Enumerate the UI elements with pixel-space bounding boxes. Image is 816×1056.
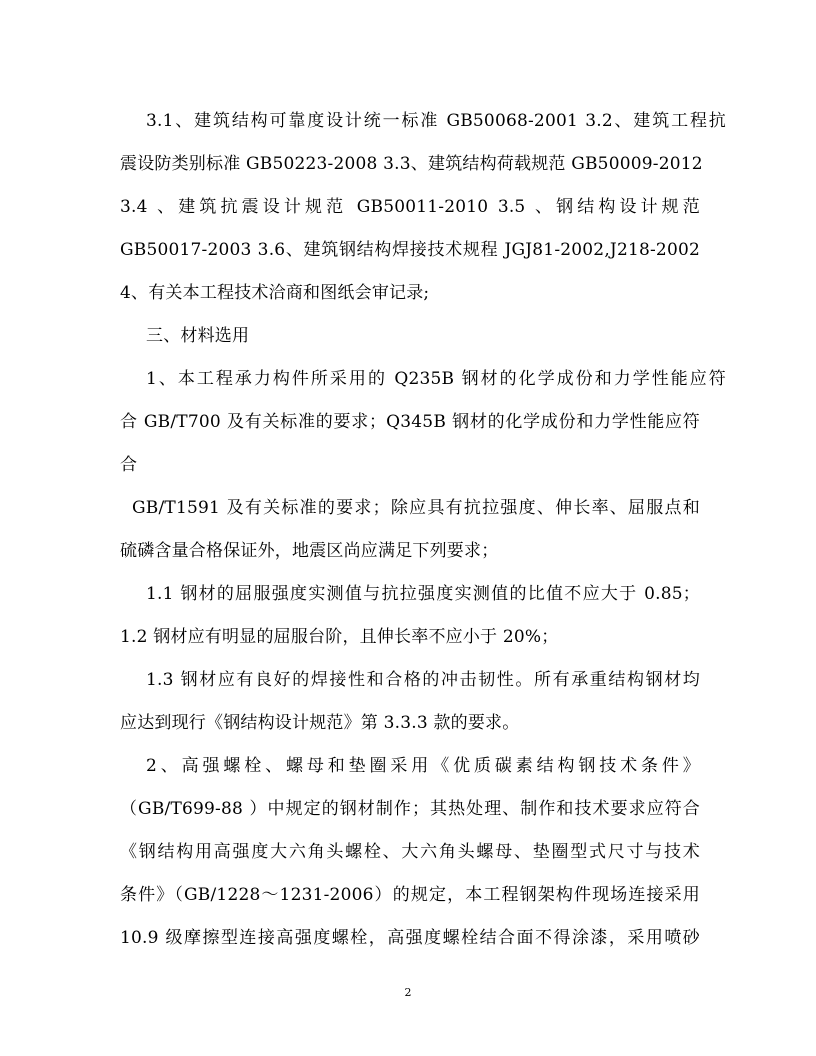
text-line: GB50017-2003 3.6、建筑钢结构焊接技术规程 JGJ81-2002,J218-2002 xyxy=(120,240,700,260)
text-line: 硫磷含量合格保证外，地震区尚应满足下列要求； xyxy=(120,541,499,561)
text-line: 3.1、建筑结构可靠度设计统一标准 GB50068-2001 3.2、建筑工程抗 xyxy=(146,111,726,131)
text-line: 10.9 级摩擦型连接高强度螺栓，高强度螺栓结合面不得涂漆，采用喷砂 xyxy=(120,928,700,948)
text-line: 1.3 钢材应有良好的焊接性和合格的冲击韧性。所有承重结构钢材均 xyxy=(146,670,700,690)
text-line: 1.2 钢材应有明显的屈服台阶，且伸长率不应小于 20%； xyxy=(120,627,559,647)
text-line: 震设防类别标准 GB50223-2008 3.3、建筑结构荷载规范 GB50009-2012 xyxy=(120,154,703,174)
text-line: 《钢结构用高强度大六角头螺栓、大六角头螺母、垫圈型式尺寸与技术 xyxy=(120,842,700,862)
text-line: 1、本工程承力构件所采用的 Q235B 钢材的化学成份和力学性能应符 xyxy=(146,369,726,389)
text-line: 3.4 、建筑抗震设计规范 GB50011-2010 3.5 、钢结构设计规范 xyxy=(120,197,700,217)
text-line: 2、高强螺栓、螺母和垫圈采用《优质碳素结构钢技术条件》 xyxy=(146,756,700,776)
text-line: 条件》（GB/1228～1231-2006）的规定，本工程钢架构件现场连接采用 xyxy=(120,885,700,905)
section-heading: 三、材料选用 xyxy=(146,326,250,346)
text-line: 1.1 钢材的屈服强度实测值与抗拉强度实测值的比值不应大于 0.85； xyxy=(146,584,700,604)
text-line: 合 GB/T700 及有关标准的要求；Q345B 钢材的化学成份和力学性能应符 xyxy=(120,412,700,432)
text-line: GB/T1591 及有关标准的要求；除应具有抗拉强度、伸长率、屈服点和 xyxy=(132,498,700,518)
text-line: 4、有关本工程技术洽商和图纸会审记录; xyxy=(120,283,430,303)
text-line: （GB/T699-88 ）中规定的钢材制作；其热处理、制作和技术要求应符合 xyxy=(120,799,700,819)
text-line: 应达到现行《钢结构设计规范》第 3.3.3 款的要求。 xyxy=(120,713,520,733)
page-number: 2 xyxy=(404,986,412,999)
text-line: 合 xyxy=(120,455,138,475)
